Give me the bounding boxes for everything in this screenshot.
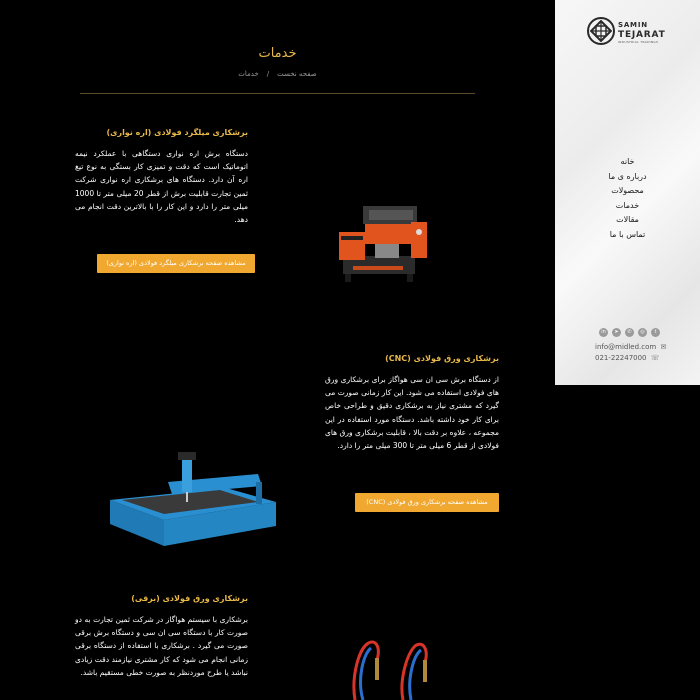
telegram-icon[interactable]: ➤: [612, 328, 621, 337]
twitter-icon[interactable]: t: [651, 328, 660, 337]
logo-emblem-icon: [587, 17, 615, 45]
contact-email[interactable]: [595, 343, 666, 351]
service-title: برشکاری ورق فولادی (برقی): [131, 594, 248, 603]
main-nav: [555, 155, 700, 242]
service-description: دستگاه برش اره نواری دستگاهی با عملکرد نیمه اتوماتیک است که دقت و تمیزی کار بستگی به نوع تیغ اره آن دارد. دستگاه های برشکاری اره نواری شرکت ثمین تجارت قابلیت برش از قطر 20 میلی متر تا 1000 میلی متر را دارد و این کار را با بالاترین دقت انجام می دهد.: [75, 149, 248, 225]
service-description: از دستگاه برش سی ان سی هواگاز برای برشکاری ورق های فولادی استفاده می شود. این کار زمانی صورت می گیرد که مشتری نیاز به برشکاری دقیق و طراحی خاص برای کار خود داشته باشد. دستگاه مورد استفاده در این مجموعه ، علاوه بر دقت بالا ، قابلیت برشکاری ورق های فولادی از قطر 6 میلی متر تا 300 میلی متر را دارد.: [325, 375, 499, 451]
gas-cutting-torches-image: [345, 636, 435, 700]
view-cnc-service-button[interactable]: مشاهده صفحه برشکاری ورق فولادی (CNC): [355, 493, 499, 512]
breadcrumb-separator: /: [266, 70, 270, 78]
band-saw-machine-image: [335, 202, 435, 284]
breadcrumb-home[interactable]: صفحه نخست: [277, 70, 317, 78]
nav-item-about[interactable]: درباره ی ما: [608, 171, 647, 181]
social-links: [595, 328, 677, 338]
nav-item-home[interactable]: خانه: [620, 157, 635, 166]
phone-icon: ☏: [650, 354, 660, 362]
nav-item-products[interactable]: محصولات: [611, 186, 644, 195]
page-title: خدمات: [258, 46, 297, 61]
nav-item-articles[interactable]: مقالات: [616, 215, 639, 224]
samin-tejarat-logo[interactable]: [587, 15, 672, 47]
sidebar: [555, 0, 700, 385]
envelope-icon: ✉: [660, 343, 667, 351]
linkedin-icon[interactable]: in: [599, 328, 608, 337]
whatsapp-icon[interactable]: ✆: [625, 328, 634, 337]
contact-phone[interactable]: [595, 354, 660, 362]
breadcrumb: [0, 70, 555, 78]
email-value: info@midled.com: [595, 343, 657, 351]
logo-line-2: TEJARAT: [618, 30, 666, 40]
instagram-icon[interactable]: ◎: [638, 328, 647, 337]
breadcrumb-current: خدمات: [238, 70, 259, 78]
logo-line-1: SAMIN: [618, 21, 648, 29]
service-title: برشکاری میلگرد فولادی (اره نواری): [106, 128, 248, 137]
nav-item-services[interactable]: خدمات: [615, 200, 640, 210]
phone-value: 021-22247000: [595, 354, 647, 362]
view-band-saw-service-button[interactable]: مشاهده صفحه برشکاری میلگرد فولادی (اره نواری): [97, 254, 255, 273]
nav-item-contact[interactable]: تماس با ما: [609, 229, 646, 239]
logo-line-3: INDUSTRIAL TRADINGS: [618, 40, 659, 44]
service-title: برشکاری ورق فولادی (CNC): [385, 354, 499, 363]
cnc-plasma-table-image: [108, 452, 278, 550]
service-description: برشکاری با سیستم هواگاز در شرکت ثمین تجارت به دو صورت کار با دستگاه سی ان سی و دستگاه برش برقی صورت می گیرد . برشکاری با استفاده از دستگاه برقی زمانی انجام می شود که کار مشتری نیازمند دقت زیادی نباشد یا طرح موردنظر به صورت خطی مستقیم باشد.: [75, 615, 248, 677]
title-divider: [80, 93, 475, 94]
